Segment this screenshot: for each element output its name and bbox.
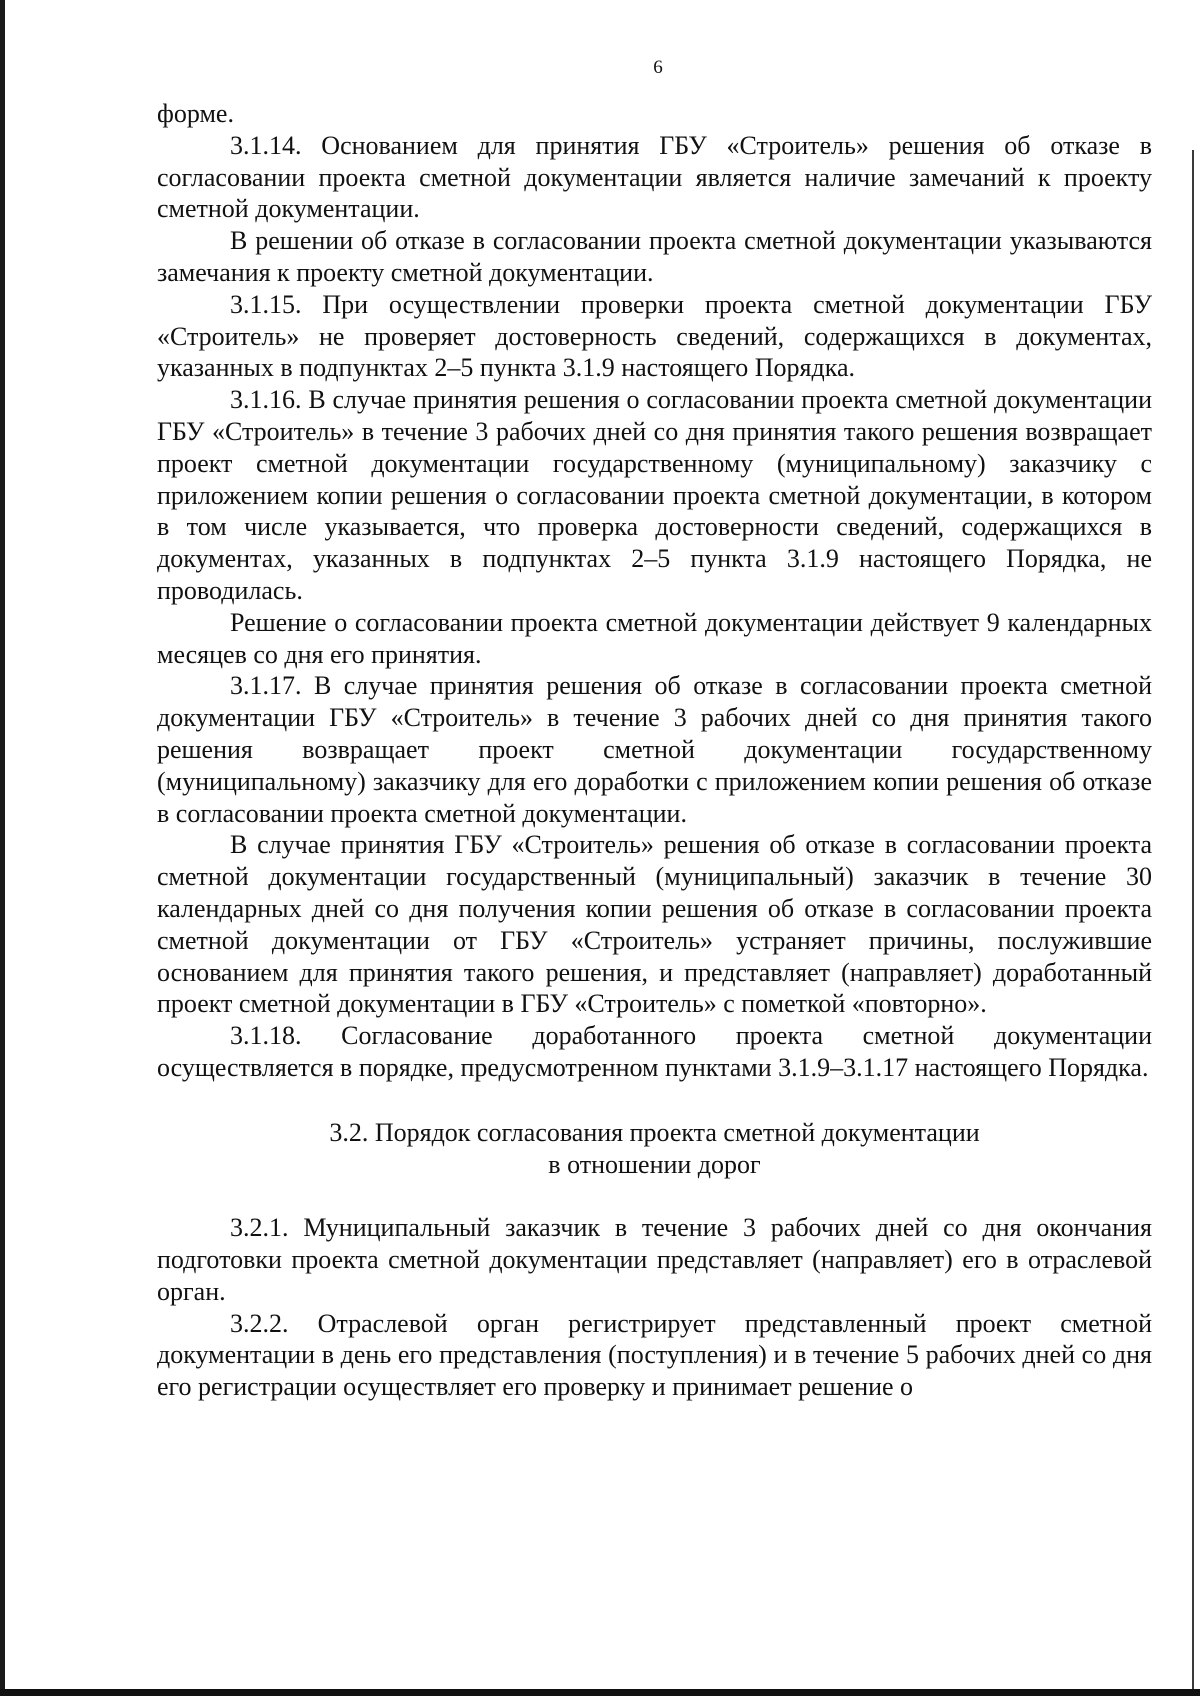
paragraph-3-1-16: 3.1.16. В случае принятия решения о согласовании проекта сметной документации ГБУ «Строитель» в течение 3 рабочих дней со дня принятия такого решения возвращает проект сметной документации государственному (муниципальному) заказчику с приложением копии решения о согласовании проекта сметной документации, в котором в том числе указывается, что проверка достоверности сведений, содержащихся в документах, указанных в подпунктах 2–5 пункта 3.1.9 настоящего Порядка, не проводилась. [157, 385, 1152, 605]
document-body [157, 98, 1152, 1403]
paragraph-3-1-14: 3.1.14. Основанием для принятия ГБУ «Строитель» решения об отказе в согласовании проекта сметной документации является наличие замечаний к проекту сметной документации. [157, 130, 1152, 224]
paragraph-continuation: форме. [157, 99, 234, 128]
paragraph-3-2-1: 3.2.1. Муниципальный заказчик в течение 3 рабочих дней со дня окончания подготовки проекта сметной документации представляет (направляет) его в отраслевой орган. [157, 1213, 1152, 1306]
section-heading-line-1: 3.2. Порядок согласования проекта сметной документации [329, 1117, 980, 1147]
section-heading-line-2: в отношении дорог [548, 1149, 761, 1179]
scan-edge-right [1192, 150, 1194, 1696]
paragraph-3-1-17: 3.1.17. В случае принятия решения об отказе в согласовании проекта сметной документации ГБУ «Строитель» в течение 3 рабочих дней со дня принятия такого решения возвращает проект сметной документации государственному (муниципальному) заказчику для его доработки с приложением копии решения об отказе в согласовании проекта сметной документации. [157, 671, 1152, 828]
scan-edge-left [0, 0, 5, 1696]
page-number: 6 [653, 57, 663, 78]
paragraph-3-1-18: 3.1.18. Согласование доработанного проекта сметной документации осуществляется в порядке, предусмотренном пунктами 3.1.9–3.1.17 настоящего Порядка. [157, 1021, 1152, 1082]
paragraph-approval-validity: Решение о согласовании проекта сметной документации действует 9 календарных месяцев со дня его принятия. [157, 607, 1152, 669]
scan-edge-bottom [0, 1689, 1200, 1696]
paragraph-3-2-2: 3.2.2. Отраслевой орган регистрирует представленный проект сметной документации в день его представления (поступления) и в течение 5 рабочих дней со дня его регистрации осуществляет его проверку и принимает решение о [157, 1308, 1152, 1402]
paragraph-3-1-15: 3.1.15. При осуществлении проверки проекта сметной документации ГБУ «Строитель» не проверяет достоверность сведений, содержащихся в документах, указанных в подпунктах 2–5 пункта 3.1.9 настоящего Порядка. [157, 289, 1152, 383]
paragraph-refusal-remarks: В решении об отказе в согласовании проекта сметной документации указываются замечания к проекту сметной документации. [157, 226, 1152, 287]
paragraph-rework: В случае принятия ГБУ «Строитель» решения об отказе в согласовании проекта сметной документации государственный (муниципальный) заказчик в течение 30 календарных дней со дня получения копии решения об отказе в согласовании проекта сметной документации от ГБУ «Строитель» устраняет причины, послужившие основанием для принятия такого решения, и представляет (направляет) доработанный проект сметной документации в ГБУ «Строитель» с пометкой «повторно». [157, 830, 1152, 1019]
